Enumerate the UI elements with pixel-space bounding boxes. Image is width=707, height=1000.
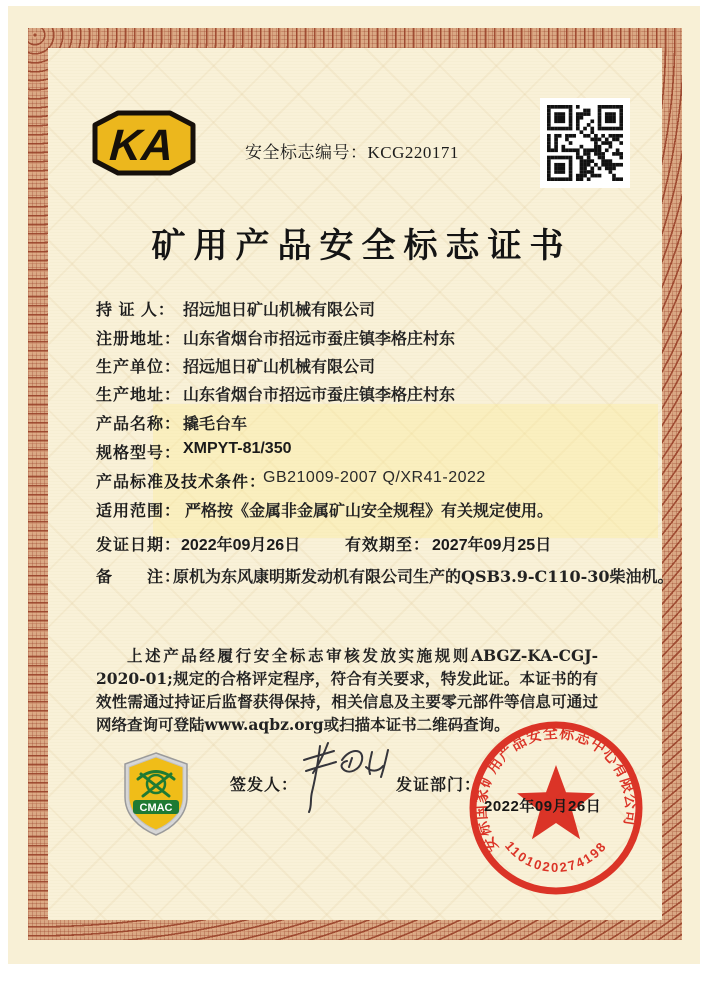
field-value-model: XMPYT-81/350 xyxy=(183,440,292,457)
statement-paragraph: 上述产品经履行安全标志审核发放实施规则ABGZ-KA-CGJ-2020-01;规定的合格评定程序，符合有关要求，特发此证。本证书的有效性需通过持证后监督获得保持，相关信息及主要零元部件等信息可通过网络查询可登陆www.aqbz.org或扫描本证书二维码查询。 xyxy=(96,646,598,734)
field-value-standard: GB21009-2007 Q/XR41-2022 xyxy=(263,469,486,486)
field-value-reg-address: 山东省烟台市招远市蚕庄镇李格庄村东 xyxy=(183,329,456,348)
serial-line xyxy=(245,138,459,163)
field-label-standard: 产品标准及技术条件： xyxy=(96,474,267,491)
issuer-label: 发证部门： xyxy=(396,777,482,794)
certificate-page xyxy=(8,6,700,964)
field-label-prod-address: 生产地址： xyxy=(96,387,182,404)
remark-label: 备 注： xyxy=(96,569,182,586)
ka-badge-label: KA xyxy=(108,121,176,170)
field-label-producer: 生产单位： xyxy=(96,359,182,376)
issue-date-value: 2022年09月26日 xyxy=(181,537,301,554)
field-label-scope: 适用范围： xyxy=(96,503,182,520)
field-value-product-name: 撬毛台车 xyxy=(183,414,248,433)
seal-company-text: 安标国家矿用产品安全标志中心有限公司 xyxy=(471,723,641,856)
signature-image xyxy=(296,736,404,818)
expiry-date-value: 2027年09月25日 xyxy=(432,537,552,554)
field-label-model: 规格型号： xyxy=(96,445,182,462)
field-label-reg-address: 注册地址： xyxy=(96,331,182,348)
cmac-badge-label: CMAC xyxy=(139,802,173,814)
field-value-holder: 招远旭日矿山机械有限公司 xyxy=(183,300,376,319)
seal-date: 2022年09月26日 xyxy=(484,798,602,815)
expiry-date-label: 有效期至： xyxy=(345,537,431,554)
field-label-holder: 持 证 人： xyxy=(96,302,175,319)
field-value-producer: 招远旭日矿山机械有限公司 xyxy=(183,357,376,376)
field-label-product-name: 产品名称： xyxy=(96,416,182,433)
ka-mark-icon xyxy=(92,110,196,176)
field-value-prod-address: 山东省烟台市招远市蚕庄镇李格庄村东 xyxy=(183,385,456,404)
cmac-shield-icon xyxy=(121,752,191,836)
remark-value: 原机为东风康明斯发动机有限公司生产的QSB3.9-C110-30柴油机。 xyxy=(173,567,674,586)
issue-date-label: 发证日期： xyxy=(96,537,182,554)
serial-value: KCG220171 xyxy=(367,143,459,162)
svg-text:1101020274198 xyxy=(502,838,610,875)
signer-label: 签发人： xyxy=(230,777,299,794)
qr-code xyxy=(540,98,630,188)
serial-label: 安全标志编号： xyxy=(245,143,368,162)
field-value-scope: 严格按《金属非金属矿山安全规程》有关规定使用。 xyxy=(185,501,554,520)
seal-number-text: 1101020274198 xyxy=(502,838,610,875)
certificate-title: 矿用产品安全标志证书 xyxy=(151,227,572,265)
